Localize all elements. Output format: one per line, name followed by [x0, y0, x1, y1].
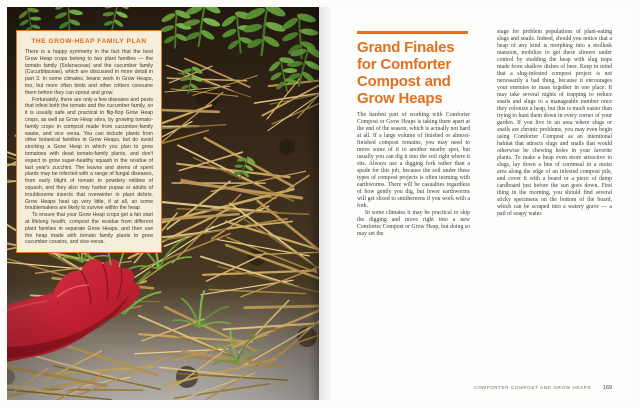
plan-box-paragraph: Fortunately, there are only a few diseases and pests that infest both the tomato and the cucumber family, so it is usually safe and practical to flip-flop Grow Heap crops, as well as Grow Heap sites, by growing tomato-family crops in compost made from cucumber-family waste, and vice versa. You can include plants from other botanical families in Grow Heaps, but do avoid stocking a Grow Heap in which you plan to grow tomatoes with dead tomato-family plants, and don't expect to grow super-healthy squash in the residue of last year's zucchini. The leaves and stems of spent plants may be infected with a range of fungal diseases, from early blight of tomato to powdery mildew of squash, and they also may harbor pupae or adults of troublesome insects that overwinter in plant debris. Grow Heaps heat up very little, if at all, so some troublemakers are likely to survive within the heap. [25, 96, 153, 212]
running-head: COMFORTER COMPOST AND GROW HEAPS [474, 385, 591, 390]
spine-shadow [319, 7, 333, 400]
plan-box-title: THE GROW-HEAP FAMILY PLAN [31, 38, 147, 45]
section-heading-block [357, 31, 475, 107]
body-column-2 [497, 29, 612, 218]
body-column-1 [357, 112, 470, 238]
heading-line: Grow Heaps [357, 90, 443, 108]
page-footer [474, 385, 612, 391]
plan-box-paragraph: To ensure that your Grow Heap crops get a fair start at lifelong health, compost the residue from different plant families in separate Grow Heaps, and then use the heap made with tomato family plants to grow cucumber cousins, and vice-versa. [25, 212, 153, 246]
page-number: 169 [603, 385, 612, 391]
body-paragraph: The hardest part of working with Comforter Compost or Grow Heaps is taking them apart at the end of the season, which is actually not hard at all. If a large volume of finished or almost-finished compost remains, you may need to move some of it to another nearby spot, but usually you can dig it into the soil right where it sits. Always use a digging fork rather than a spade for this job, because the soil under these types of compost projects is often teeming with earthworms. There will be casualties regardless of how gently you dig, but fewer earthworms will get sliced to smithereens if you work with a fork. [357, 112, 470, 209]
body-paragraph: stage for problem populations of plant-eating slugs and snails. Indeed, should you notice that a heap of any kind is morphing into a mollusk mansion, mobilize to get these slimers under control by studding the heap with slug traps made from shallow dishes of beer. Keep in mind that a slug-infested compost project is not necessarily a bad thing, because it encourages your enemies to mass together in one place. It may take several nights of trapping to reduce snails and slugs to a manageable number once they colonize a heap, but this is much easier than trying to hunt them down in every corner of your garden. If you live in an area where slugs or snails are chronic problems, you may even begin using Comforter Compost as an intentional habitat that attracts slugs and snails that would otherwise be chewing holes in your favorite plants. To make a heap even more attractive to slugs, lay down a line of cornmeal in a moist area along the edge of an infested compost pile, and cover it with a board or a piece of damp cardboard just before the sun goes down. First thing in the morning, you should find several sticky specimens on the bottom of the board, which can be scraped into a watery grave — a pail of soapy water. [497, 29, 612, 217]
plan-box-paragraph: There is a happy symmetry in the fact that the best Grow Heap crops belong to two plant families — the tomato family (Solanaceae) and the cucumber family (Cucurbitaceae), which are discussed in more detail in part 3. In some climates, beans work in Grow Heaps, too, but more often birds and other critters consume them before they can sprout and grow. [25, 49, 153, 96]
heading-line: Grand Finales [357, 38, 455, 56]
heading-rule [357, 31, 468, 34]
heading-line: Compost and [357, 72, 451, 90]
heading-line: for Comforter [357, 55, 452, 73]
garden-photo [7, 7, 319, 400]
grow-heap-family-plan-box [16, 30, 162, 253]
body-paragraph: In some climates it may be practical to skip the digging and move right into a new Comforter Compost or Grow Heap, but doing so may set the [357, 210, 470, 237]
page-heading [357, 39, 475, 108]
text-page [319, 7, 633, 400]
